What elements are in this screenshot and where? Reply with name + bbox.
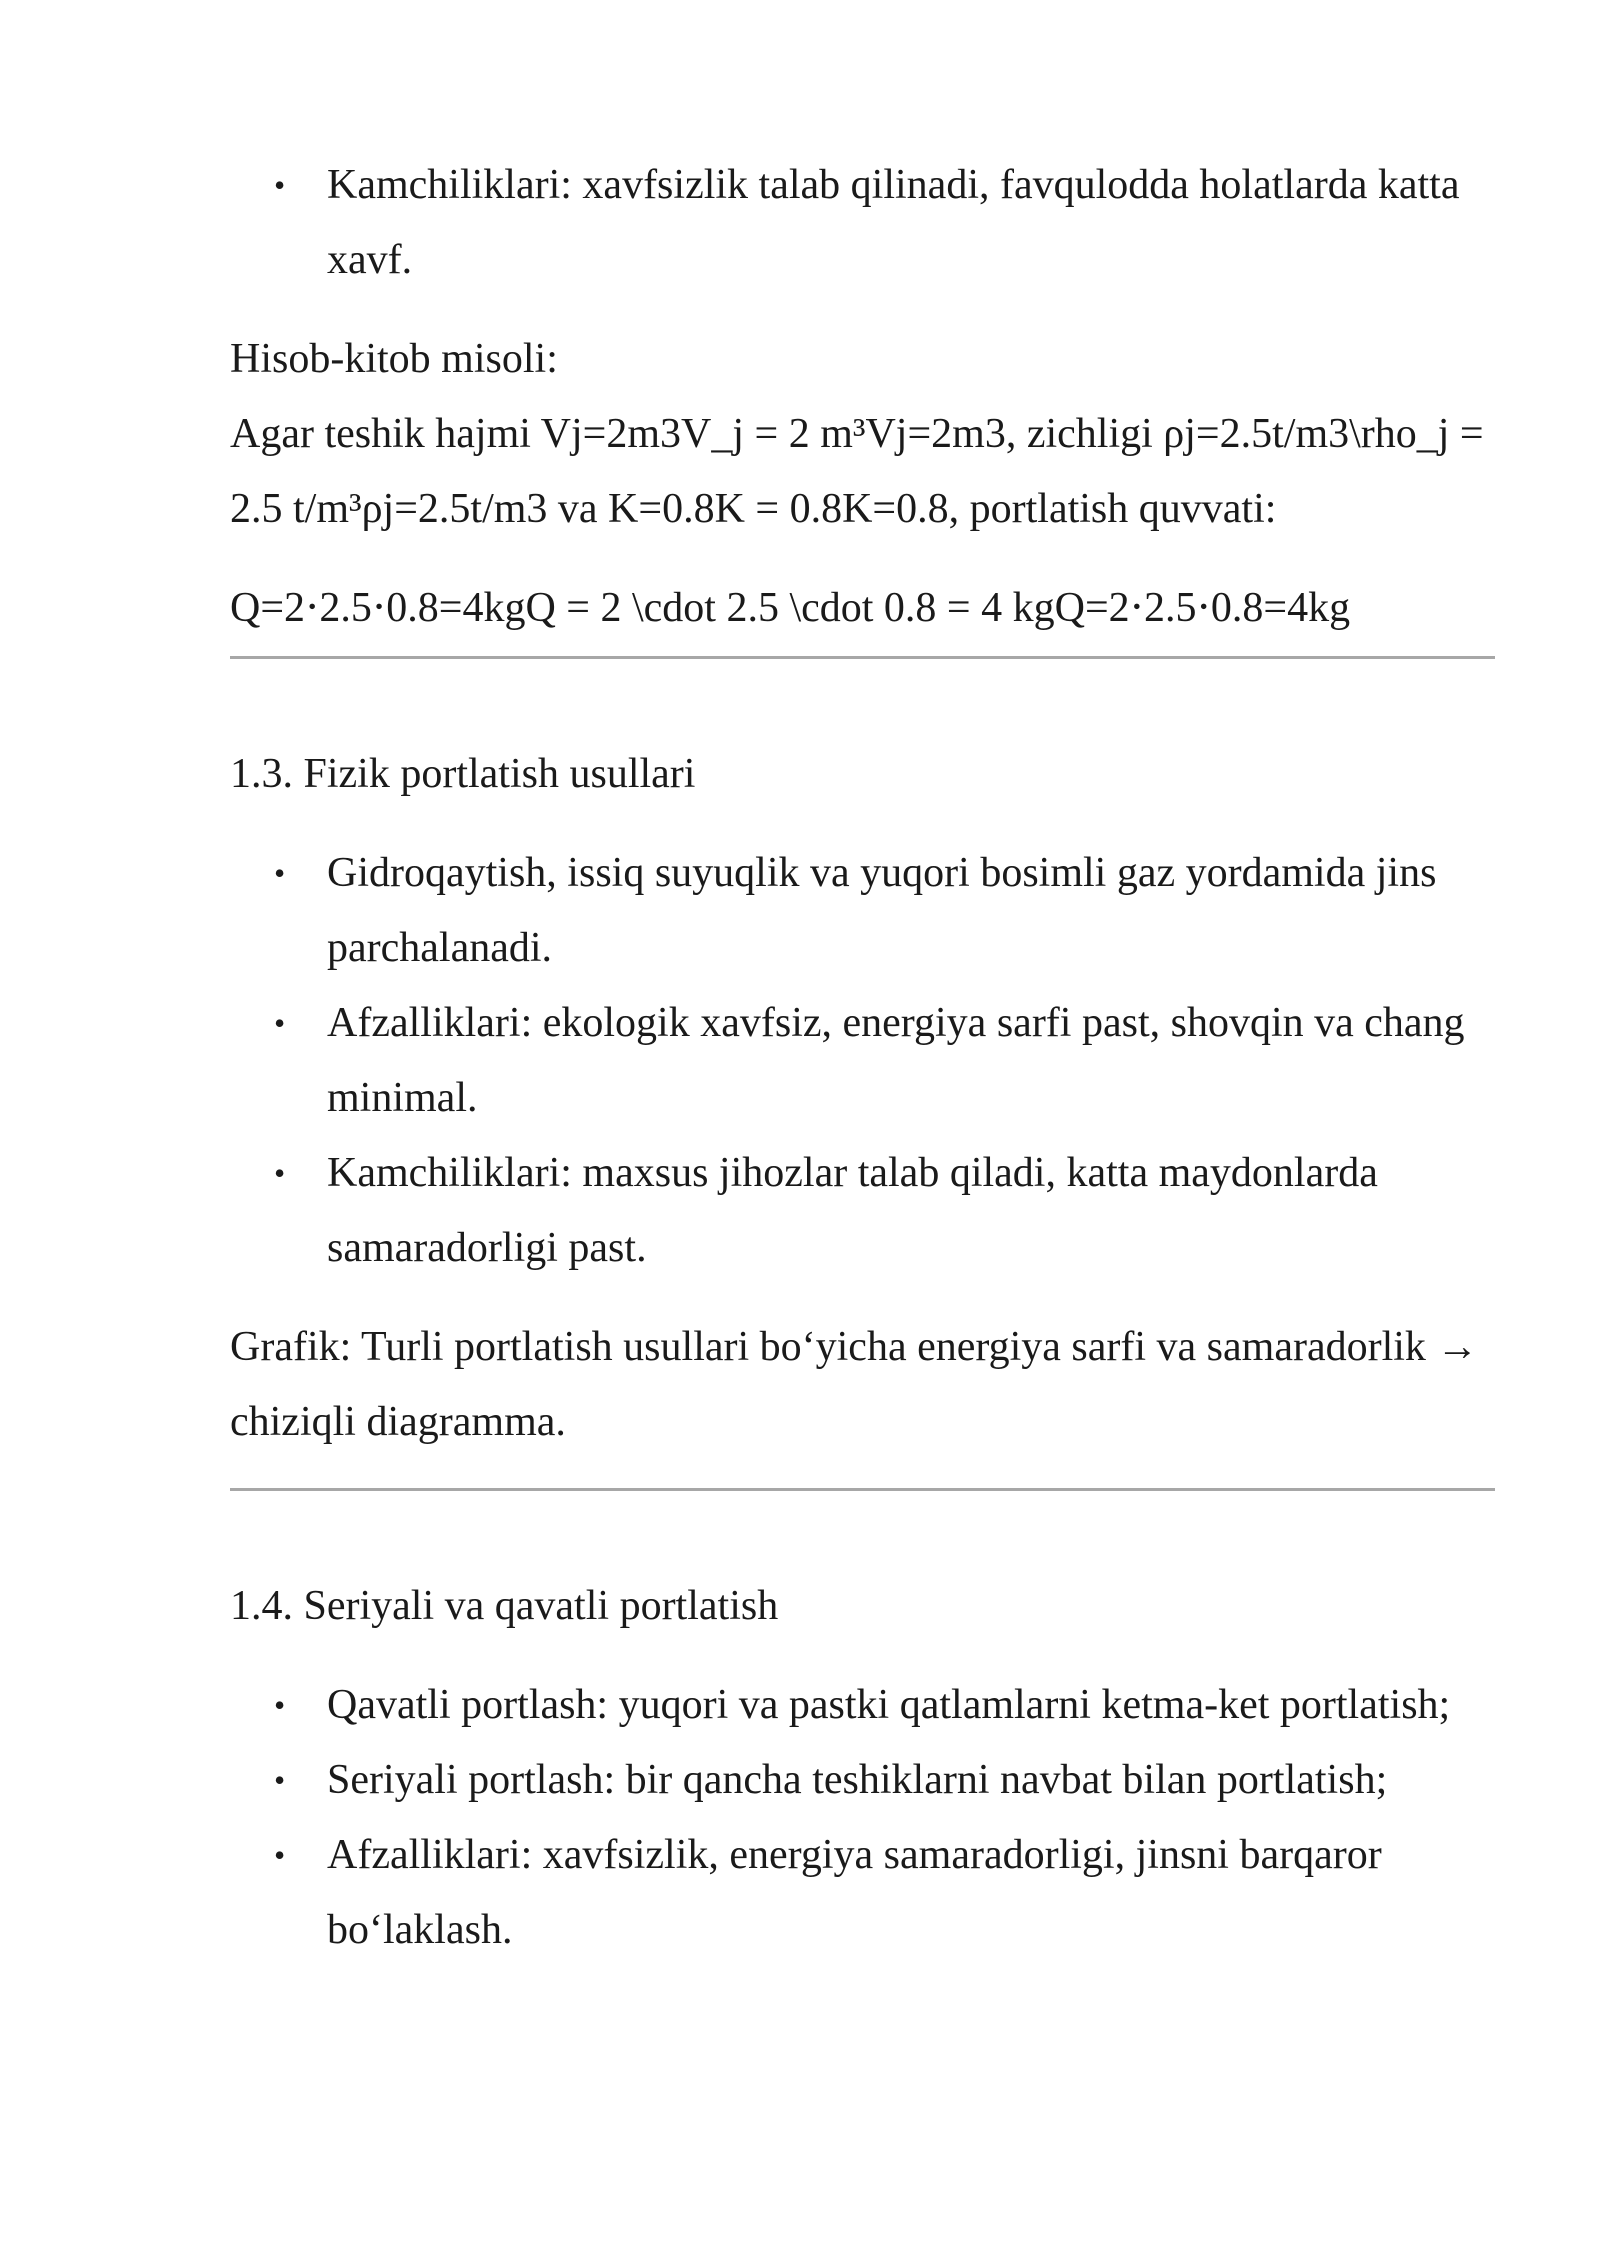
grafik-paragraph: Grafik: Turli portlatish usullari bo‘yicha energiya sarfi va samaradorlik → chiziqli diagramma. (230, 1324, 1479, 1445)
bullet-text: Kamchiliklari: xavfsizlik talab qilinadi, favqulodda holatlarda katta xavf. (327, 162, 1460, 283)
bullet-text: Qavatli portlash: yuqori va pastki qatlamlarni ketma-ket portlatish; (327, 1682, 1451, 1728)
bullet-icon: • (274, 1762, 286, 1798)
example-heading: Hisob-kitob misoli: (230, 336, 558, 382)
bullet-icon: • (274, 1155, 286, 1191)
section-1-3-bullet-list (230, 836, 1495, 1286)
bullet-icon: • (274, 1837, 286, 1873)
list-item (230, 1668, 1495, 1743)
list-item (230, 836, 1495, 986)
document-content (230, 148, 1495, 1968)
bullet-text: Kamchiliklari: maxsus jihozlar talab qiladi, katta maydonlarda samaradorligi past. (327, 1150, 1378, 1271)
list-item (230, 1818, 1495, 1968)
bullet-text: Seriyali portlash: bir qancha teshiklarni navbat bilan portlatish; (327, 1757, 1388, 1803)
bullet-icon: • (274, 167, 286, 203)
list-item (230, 1743, 1495, 1818)
example-formula: Q=2⋅2.5⋅0.8=4kgQ = 2 \cdot 2.5 \cdot 0.8 = 4 kgQ=2⋅2.5⋅0.8=4kg (230, 585, 1351, 631)
bullet-icon: • (274, 1687, 286, 1723)
section-1-4-bullet-list (230, 1668, 1495, 1968)
top-bullet-list (230, 148, 1495, 298)
section-title: 1.4. Seriyali va qavatli portlatish (230, 1583, 779, 1629)
bullet-icon: • (274, 855, 286, 891)
list-item (230, 148, 1495, 298)
list-item (230, 1136, 1495, 1286)
example-body: Agar teshik hajmi Vj=2m3V_j = 2 m³Vj=2m3, zichligi ρj=2.5t/m3\rho_j = 2.5 t/m³ρj=2.5t/m3 va K=0.8K = 0.8K=0.8, portlatish quvvati: (230, 411, 1484, 532)
bullet-text: Afzalliklari: xavfsizlik, energiya samaradorligi, jinsni barqaror bo‘laklash. (327, 1832, 1382, 1953)
section-title: 1.3. Fizik portlatish usullari (230, 751, 696, 797)
bullet-text: Afzalliklari: ekologik xavfsiz, energiya sarfi past, shovqin va chang minimal. (327, 1000, 1465, 1121)
bullet-icon: • (274, 1005, 286, 1041)
list-item (230, 986, 1495, 1136)
bullet-text: Gidroqaytish, issiq suyuqlik va yuqori bosimli gaz yordamida jins parchalanadi. (327, 850, 1437, 971)
